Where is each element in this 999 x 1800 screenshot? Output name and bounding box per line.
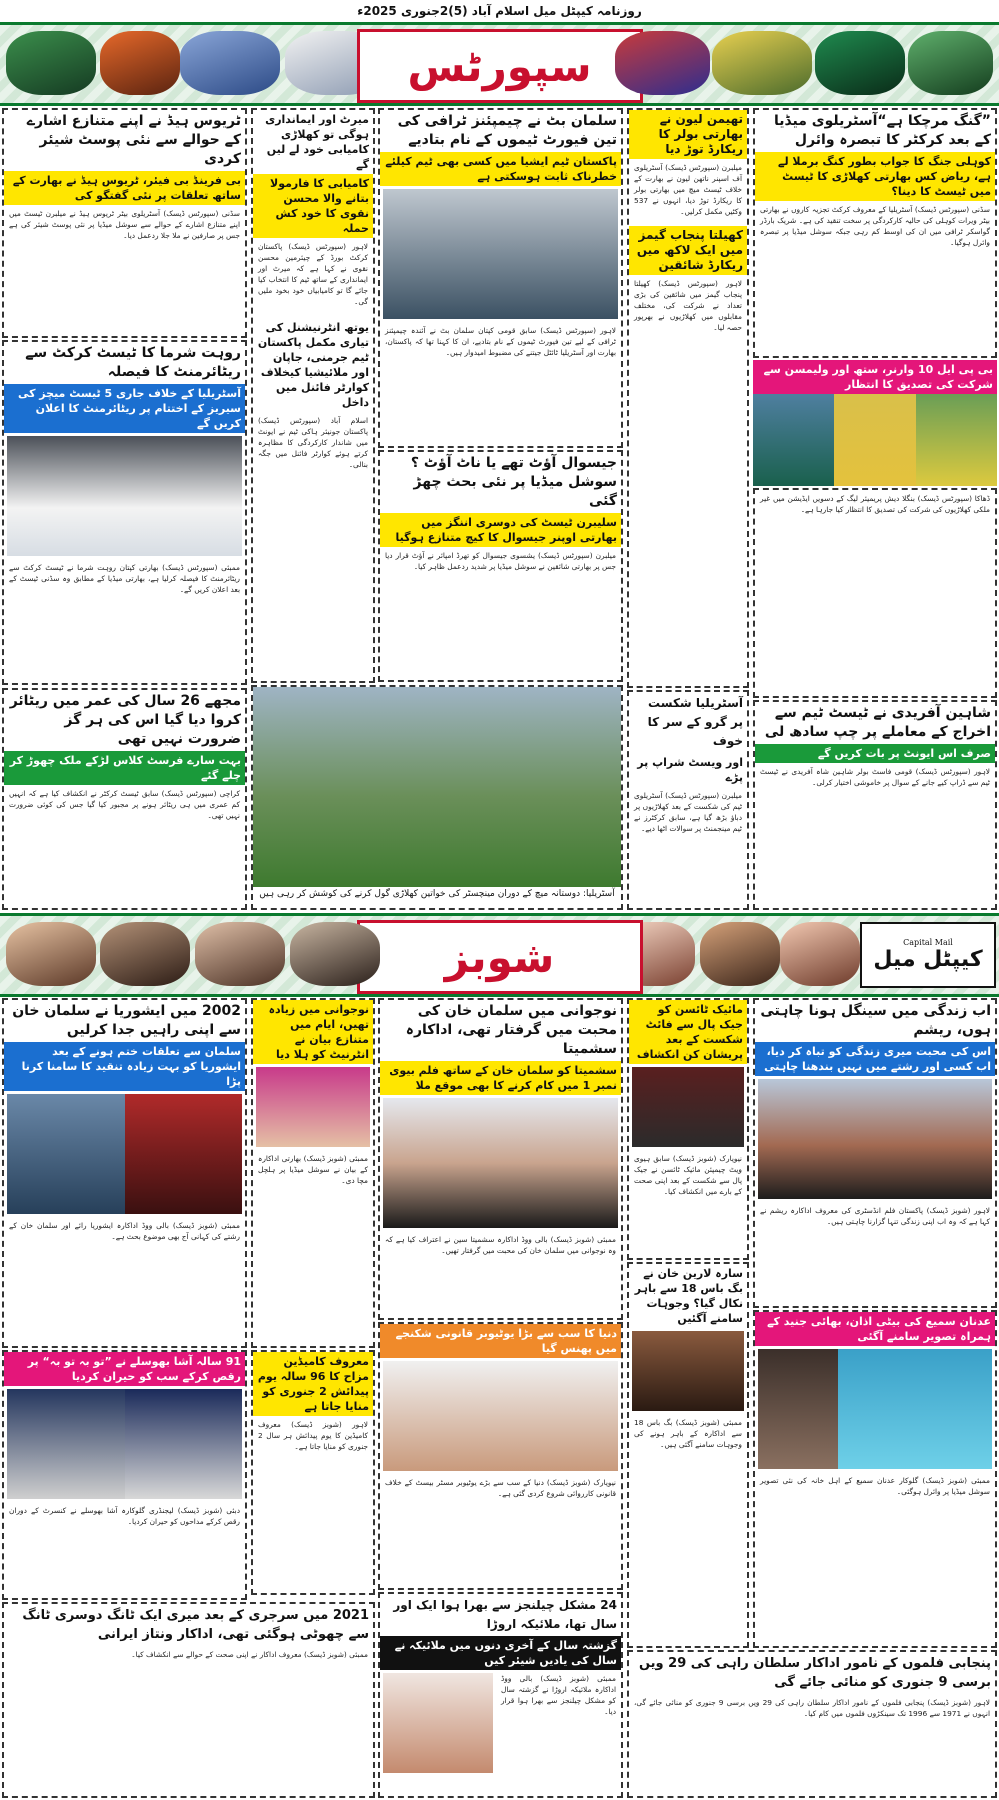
article-title: ”گنگ مرچکا ہے“آسٹریلوی میڈیا کے بعد کرکٹر کا تبصرہ وائرل [773,113,991,148]
article-body: کراچی (سپورٹس ڈیسک) سابق ٹیسٹ کرکٹر نے انکشاف کیا ہے کہ انہیں کم عمری میں ہی ریٹائر ہونے پر مجبور کیا گیا جس کی کوئی ضرورت نہیں تھی۔ [9,789,240,820]
article-title: بی پی ایل 10 وارنر، ستھ اور ولیمسن سے شرکت کی تصدیق کا انتظار [753,360,997,394]
rohit-photo [7,436,242,556]
article-body: میلبرن (سپورٹس ڈیسک) آسٹریلوی ٹیم کی شکست کے بعد کھلاڑیوں پر دباؤ بڑھ گیا ہے، سابق کرکٹرز نے ٹیم مینجمنٹ پر سوالات اٹھا دیے۔ [634,791,742,833]
banner-photo-tennis [180,31,280,95]
article-title: معروف کامیڈین مزاح کا 96 سالہ یوم پیدائش 2 جنوری کو منایا جاتا ہے [253,1352,373,1416]
article-title: مجھے 26 سال کی عمر میں ریٹائر کروا دیا گیا اس کی ہر گز ضرورت نہیں تھی [9,693,241,747]
salman-aishwarya-photo [7,1094,242,1214]
article-resham [753,998,997,1308]
resham-photo [758,1079,992,1199]
article-jaiswal [378,450,623,682]
article-title: یوتھ انٹرنیشنل کی تیاری مکمل پاکستان ٹیم جرمنی، جاپان اور ملائیشیا کیخلاف کوارٹر فائنل میں داخل [257,321,369,409]
article-sultan-rahi [627,1650,997,1798]
banner-photo-actress-4 [6,922,96,986]
article-title: آسٹریلیا شکست پر گرو کے سر کا خوف [647,696,743,748]
article-body: لاہور (سپورٹس ڈیسک) پاکستان کرکٹ بورڈ کے چیئرمین محسن نقوی نے کہا ہے کہ میرٹ اور ایمانداری کے ساتھ ٹیم کا انتخاب کیا جائے گا تو کامیابیاں خود بخود ملیں گی۔ [258,242,368,306]
article-title: 24 مشکل چیلنجز سے بھرا ہوا ایک اور سال تھا، ملائیکہ اروڑا [393,1598,617,1631]
article-malaika [378,1592,623,1798]
article-shaheen [753,700,997,910]
banner-photo-cricketer [6,31,96,95]
article-subtitle: بی فرینڈ بی فیئر، ٹریوس ہیڈ نے بھارت کے ساتھ تعلقات پر نئی گفتگو کی [4,171,245,205]
malaika-photo [383,1673,493,1773]
article-tyson [627,998,749,1260]
asha-photo [7,1389,242,1499]
football-photo [253,687,621,887]
article-body: ممبئی (سپورٹس ڈیسک) بھارتی کپتان روہت شرما نے ٹیسٹ کرکٹ سے ریٹائرمنٹ کا فیصلہ کرلیا ہے، بھارتی میڈیا کے مطابق وہ سڈنی ٹیسٹ کے بعد اعلان کریں گے۔ [9,563,240,594]
showbiz-logo: شوبز [357,920,643,994]
article-title: عدنان سمیع کی بیٹی اذان، بھائی جنید کے ہمراہ تصویر سامنے آگئی [755,1312,995,1346]
article-body: ممبئی (شوبز ڈیسک) بالی ووڈ اداکارہ سشمیتا سین نے اعتراف کیا ہے کہ وہ نوجوانی میں سلمان خان کی محبت میں گرفتار تھیں۔ [385,1235,616,1255]
article-subtitle: بہت سارے فرسٹ کلاس لڑکے ملک چھوڑ کر چلے گئے [4,751,245,785]
article-australia [627,690,749,910]
banner-photo-team [815,31,905,95]
article-retired-26 [2,688,247,910]
paper-logo [860,922,996,988]
article-title: نوجوانی میں زیادہ تھیں، ایام میں متنازع بیان نے انٹرنیٹ کو ہلا دیا [253,1000,373,1064]
masthead-date: روزنامہ کیپٹل میل اسلام آباد (5)2جنوری 2025ء [357,4,642,18]
article-subtitle: کوہلی جنگ کا جواب بطور کنگ برملا لے ہے، ریاض کس بھارتی کھلاڑی کا ٹیسٹ میں ٹیسٹ کا دینا؟ [755,152,995,201]
article-lyon [627,108,749,688]
banner-photo-footballers [712,31,812,95]
article-title: 2002 میں ایشوریا نے سلمان خان سے اپنی راہیں جدا کرلیں [12,1003,241,1038]
article-subtitle: آسٹریلیا کے خلاف جاری 5 ٹیسٹ میچز کی سیریز کے اختتام پر ریٹائرمنٹ کا اعلان کریں گے [4,384,245,433]
banner-photo-actor-1 [290,922,380,986]
article-statement [251,998,375,1348]
article-mrbeast [378,1322,623,1590]
paper-logo-text: کیپٹل میل [873,947,983,972]
article-body: دبئی (شوبز ڈیسک) لیجنڈری گلوکارہ آشا بھوسلے نے کنسرٹ کے دوران رقص کرکے مداحوں کو حیران کردیا۔ [9,1506,240,1526]
article-subtitle: اور ویسٹ شراپ پر پڑے [637,756,743,784]
article-subtitle: سلمان سے تعلقات ختم ہونے کے بعد ایشوریا کو بہت زیادہ تنقید کا سامنا کرنا پڑا [4,1042,245,1091]
article-body: لاہور (سپورٹس ڈیسک) سابق قومی کپتان سلمان بٹ نے آئندہ چیمپئنز ٹرافی کے لیے تین فیورٹ ٹیموں کے نام بتادیے، ان کا کہنا تھا کہ پاکستان، بھارت اور آسٹریلیا ٹائٹل جیتنے کی مضبوط امیدوار ہیں۔ [385,326,616,357]
article-subtitle: پاکستان ٹیم ایشیا میں کسی بھی ٹیم کیلئے خطرناک ثابت ہوسکتی ہے [380,152,621,186]
article-aishwarya [2,998,247,1348]
article-body: لاہور (شوبز ڈیسک) پاکستان فلم انڈسٹری کی معروف اداکارہ ریشم نے کہا ہے کہ وہ اب اپنی زندگی تنہا گزارنا چاہتی ہیں۔ [760,1206,990,1226]
article-subtitle: کامیابی کا فارمولا بتانے والا محسن نقوی کا خود کش حملہ [253,174,373,238]
mrbeast-photo [383,1361,618,1471]
article-body: ممبئی (شوبز ڈیسک) بالی ووڈ اداکارہ ملائیکہ اروڑا نے گزشتہ سال کو مشکل چیلنجز سے بھرا ہوا قرار دیا۔ [501,1674,616,1716]
article-body: لاہور (سپورٹس ڈیسک) قومی فاسٹ بولر شاہین شاہ آفریدی نے ٹیسٹ ٹیم سے ڈراپ کیے جانے کے سوال پر خاموشی اختیار کرلی۔ [760,767,990,787]
article-title: میرٹ اور ایمانداری ہوگی تو کھلاڑی کامیابی خود لے لیں گے [265,113,369,171]
article-subtitle: سشمیتا کو سلمان خان کے ساتھ فلم بیوی نمبر 1 میں کام کرنے کا بھی موقع ملا [380,1061,621,1095]
article-body: ممبئی (شوبز ڈیسک) بھارتی اداکارہ کے بیان نے سوشل میڈیا پر ہلچل مچا دی۔ [258,1154,368,1185]
article-body: نیویارک (شوبز ڈیسک) سابق ہیوی ویٹ چیمپئن مائیک ٹائسن نے جیک پال سے شکست کے بعد اپنی صحت کے بارے میں انکشاف کیا۔ [634,1154,742,1196]
article-body: سڈنی (سپورٹس ڈیسک) آسٹریلیا کے معروف کرکٹ تجزیہ کاروں نے بھارتی بیٹر ویرات کوہلی کی حالیہ کارکردگی پر سخت تنقید کی ہے۔ شریک بارڈر گواسکر ٹرافی میں ان کی اوسط کم رہی جبکہ سوشل میڈیا پر تبصرہ وائرل ہوگیا۔ [760,205,990,247]
article-salman-butt [378,108,623,448]
article-surgery [2,1602,375,1798]
article-comedian [251,1350,375,1595]
banner-photo-actress-2 [700,922,780,986]
article-title: دنیا کا سب سے بڑا یوٹیوبر قانونی شکنجے میں پھنس گیا [380,1324,621,1358]
article-title: مائیک ٹائسن کو جیک پال سے فائٹ شکست کے بعد پریشان کن انکشاف [629,1000,747,1064]
article-subtitle: صرف اس ایونٹ پر بات کریں گے [755,744,995,763]
banner-photo-actress-1 [780,922,860,986]
sushmita-photo [383,1098,618,1228]
article-sushmita [378,998,623,1320]
banner-photo-actor-2 [195,922,285,986]
article-title: کھیلتا پنجاب گیمز میں ایک لاکھ میں ریکارڈ شائقین [629,226,747,275]
actress-photo [256,1067,370,1147]
sports-logo: سپورٹس [357,29,643,103]
article-body: ممبئی (شوبز ڈیسک) بگ باس 18 سے اداکارہ کے باہر ہونے کی وجوہات سامنے آگئی ہیں۔ [634,1418,742,1449]
banner-photo-bowler [908,31,993,95]
article-bigboss [627,1262,749,1648]
article-subtitle: سلیبرن ٹیسٹ کی دوسری اننگز میں بھارتی اوپنر جیسوال کا کیچ متنازع ہوگیا [380,513,621,547]
paper-logo-en: Capital Mail [903,938,953,947]
article-body: ممبئی (شوبز ڈیسک) بالی ووڈ اداکارہ ایشوریا رائے اور سلمان خان کے رشتے کی کہانی آج بھی موضوع بحث ہے۔ [9,1221,240,1241]
article-merit [251,108,375,683]
article-subtitle: گزشتہ سال کے آخری دنوں میں ملائیکہ نے سال کی یادیں شیئر کیں [380,1636,621,1670]
banner-photo-athlete [100,31,180,95]
article-title: تھیمن لیون نے بھارتی بولر کا ریکارڈ توڑ دیا [629,110,747,159]
showbiz-banner [0,913,999,997]
article-title: اب زندگی میں سینگل ہونا چاہتی ہوں، ریشم [760,1003,991,1038]
article-title: روہت شرما کا ٹیسٹ کرکٹ سے ریٹائرمنٹ کا فیصلہ [25,345,241,380]
article-title: جیسوال آؤٹ تھے یا ناٹ آؤٹ ؟ سوشل میڈیا پر نئی بحث چھڑ گئی [410,455,617,509]
article-body: نیویارک (شوبز ڈیسک) دنیا کے سب سے بڑے یوٹیوبر مسٹر بیسٹ کے خلاف قانونی کارروائی شروع کردی گئی ہے۔ [385,1478,616,1498]
article-body: سڈنی (سپورٹس ڈیسک) آسٹریلوی بیٹر ٹریوس ہیڈ نے میلبرن ٹیسٹ میں اپنے متنازع اشارے کے حوالے سے سوشل میڈیا پر نئی پوسٹ شیئر کی ہے جس پر صارفین نے ملا جلا ردعمل دیا۔ [9,209,240,240]
article-title: ٹریوس ہیڈ نے اپنے متنازع اشارے کے حوالے سے نئی پوسٹ شیئر کردی [26,113,241,167]
article-kohli [753,108,997,358]
article-title: شاہین آفریدی نے ٹیسٹ ٹیم سے اخراج کے معاملے پر چپ سادھ لی [764,705,991,740]
article-title: نوجوانی میں سلمان خان کی محبت میں گرفتار تھی، اداکارہ سشمیتا [405,1003,617,1057]
article-body: لاہور (سپورٹس ڈیسک) کھیلتا پنجاب گیمز میں شائقین کی بڑی تعداد نے شرکت کی، مختلف مقابلوں میں کھلاڑیوں نے بھرپور حصہ لیا۔ [634,279,742,332]
article-body: ڈھاکا (سپورٹس ڈیسک) بنگلا دیش پریمیئر لیگ کے دسویں ایڈیشن میں غیر ملکی کھلاڑیوں کی شرکت کی تصدیق کا انتظار کیا جارہا ہے۔ [760,494,990,514]
article-body: لاہور (شوبز ڈیسک) پنجابی فلموں کے نامور اداکار سلطان راہی کی 29 ویں برسی 9 جنوری کو منائی جائے گی، انہوں نے 1971 سے 1996 تک سینکڑوں فلموں میں کام کیا۔ [634,1698,990,1718]
article-title: 91 سالہ آشا بھوسلے نے ”تو بہ تو بہ“ پر رقص کرکے سب کو حیران کردیا [4,1352,245,1386]
article-body: لاہور (شوبز ڈیسک) معروف کامیڈین کا یوم پیدائش ہر سال 2 جنوری کو منایا جاتا ہے۔ [258,1420,368,1451]
article-title: 2021 میں سرجری کے بعد میری ایک ٹانگ دوسری ٹانگ سے چھوٹی ہوگئی تھی، اداکار ونتاز ایرانی [22,1608,369,1642]
article-title: پنجابی فلموں کے نامور اداکار سلطان راہی کی 29 ویں برسی 9 جنوری کو منائی جائے گی [638,1656,991,1690]
article-body: میلبرن (سپورٹس ڈیسک) یشسوی جیسوال کو تھرڈ امپائر نے آؤٹ قرار دیا جس پر بھارتی شائقین نے سوشل میڈیا پر شدید ردعمل ظاہر کیا۔ [385,551,616,571]
article-bpl-body [753,488,997,698]
salman-butt-photo [383,189,618,319]
tyson-photo [632,1067,744,1147]
article-body: میلبرن (سپورٹس ڈیسک) آسٹریلوی آف اسپنر ناتھن لیون نے بھارت کے خلاف ٹیسٹ میچ میں بھارتی بولر کا ریکارڈ توڑ دیا، انہوں نے 537 وکٹیں مکمل کرلیں۔ [634,163,742,216]
article-asha [2,1350,247,1600]
article-body: ممبئی (شوبز ڈیسک) گلوکار عدنان سمیع کے اہل خانہ کی نئی تصویر سوشل میڈیا پر وائرل ہوگئی۔ [760,1476,990,1496]
banner-photo-football [615,31,710,95]
article-body: اسلام آباد (سپورٹس ڈیسک) پاکستان جونیئر ہاکی ٹیم نے ایونٹ میں شاندار کارکردگی کا مظاہرہ کرتے ہوئے کوارٹر فائنل میں جگہ بنالی۔ [258,416,368,469]
banner-photo-actor-3 [100,922,190,986]
article-travis-head [2,108,247,338]
article-subtitle: اس کی محبت میری زندگی کو تباہ کر دیا، اب کسی اور رشتے میں نہیں بندھنا چاہتی [755,1042,995,1076]
article-title: سارہ لارین خان نے بگ باس 18 سے باہر نکال گیا؟ وجوہات سامنے آگئیں [634,1267,743,1325]
article-body: ممبئی (شوبز ڈیسک) معروف اداکار نے اپنی صحت کے حوالے سے انکشاف کیا۔ [131,1650,368,1659]
football-photo-box [251,685,623,910]
article-title: سلمان بٹ نے چیمپئنز ٹرافی کی تین فیورٹ ٹیموں کے نام بتادیے [397,113,617,148]
article-bpl [753,360,997,486]
sports-banner [0,22,999,106]
article-adnan-sami [753,1310,997,1648]
cricketers-photo [753,394,997,486]
article-rohit [2,340,247,685]
adnan-family-photo [758,1349,992,1469]
sara-photo [632,1331,744,1411]
photo-caption: آسٹریلیا: دوستانہ میچ کے دوران مینچسٹر کی خواتین کھلاڑی گول کرنے کی کوشش کر رہی ہیں [259,889,615,899]
